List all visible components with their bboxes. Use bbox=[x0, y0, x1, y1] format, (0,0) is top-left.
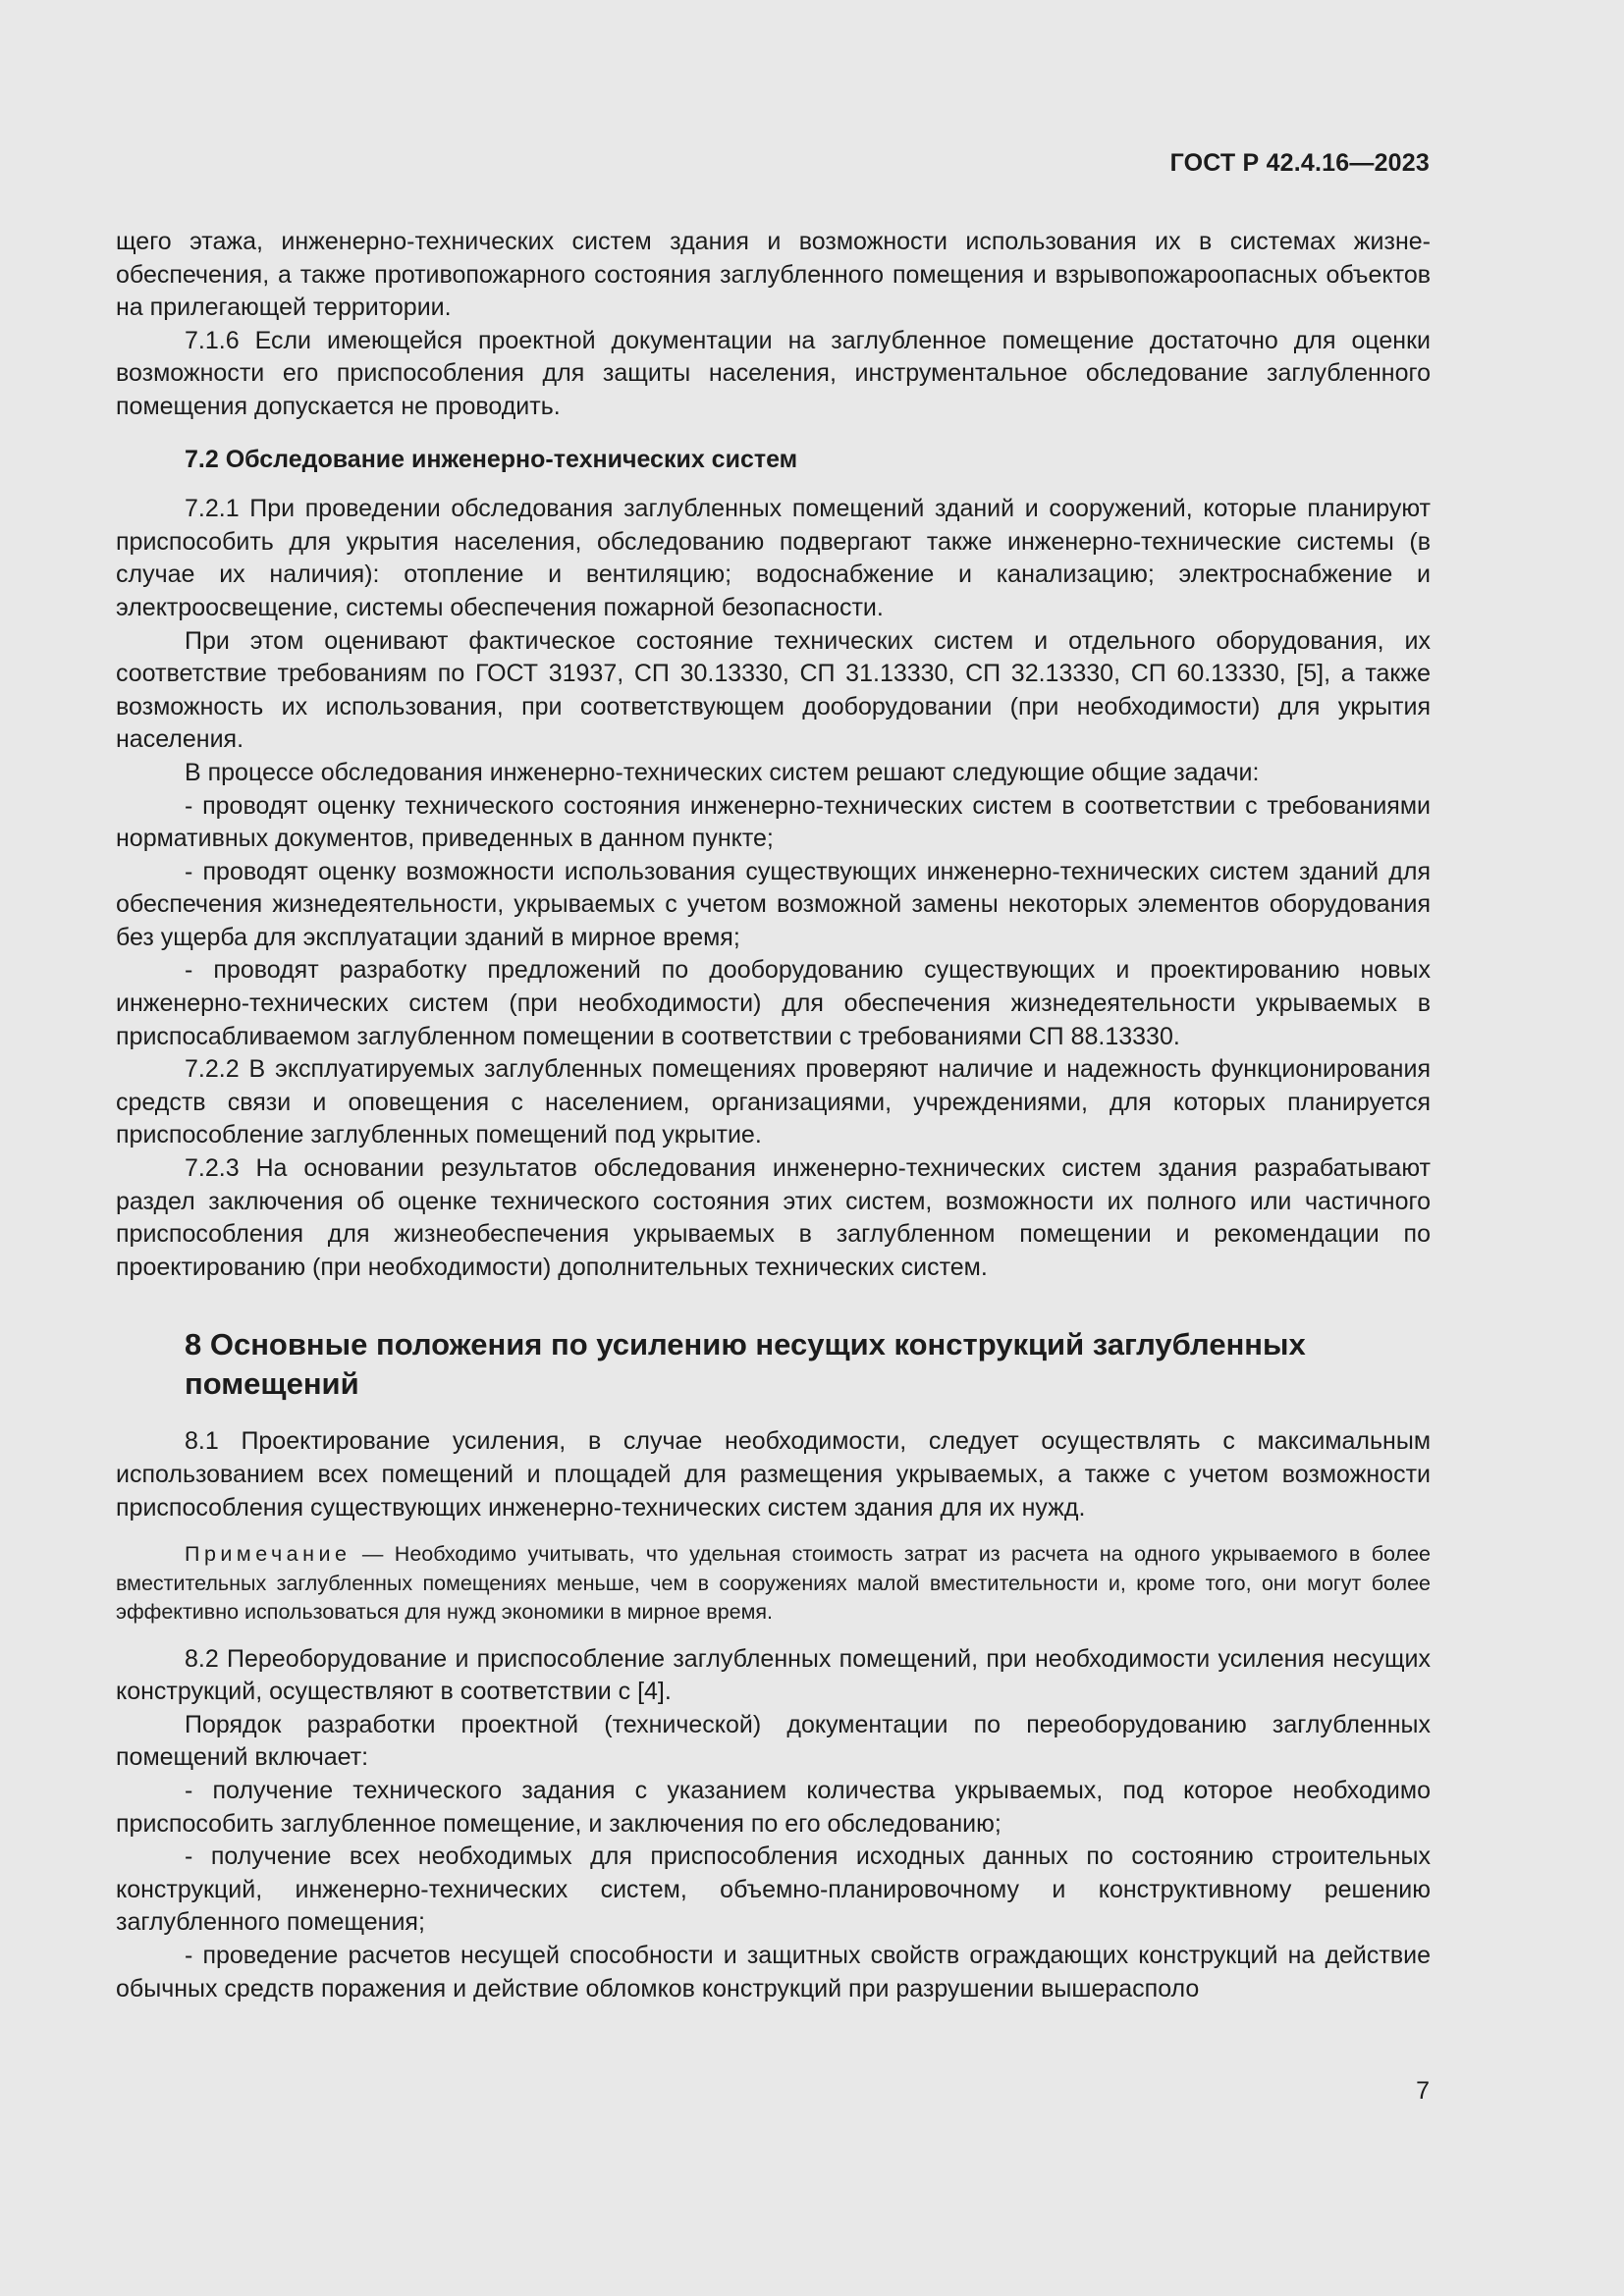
paragraph-7-2-1: 7.2.1 При проведении обследования заглубленных помещений зданий и сооружений, которые планируют приспособить для укрытия населения, обследованию подвергают также инженерно-технические системы (в случае их наличия): отопление и вентиляцию; водоснабжение и канализацию; электроснабжение и электроосвещение, системы обеспечения пожарной безопасности. bbox=[116, 495, 1431, 621]
list-item: - проведение расчетов несущей способности и защитных свойств ограждающих конструкций на действие обычных средств поражения и действие обломков конструкций при разрушении вышерасполо bbox=[116, 1942, 1431, 2002]
note bbox=[116, 1540, 1431, 1628]
chapter-heading-8: 8 Основные положения по усилению несущих конструкций заглубленных помещений bbox=[185, 1327, 1306, 1402]
paragraph: Порядок разработки проектной (технической) документации по переоборудованию заглубленных помещений включает: bbox=[116, 1710, 1431, 1772]
section-heading-7-2: 7.2 Обследование инженерно-технических систем bbox=[185, 445, 798, 473]
list-item: - получение всех необходимых для приспособления исходных данных по состоянию строительных конструкций, инженерно-технических систем, объемно-планировочному и конструктивному решению заглубленного помещения; bbox=[116, 1842, 1431, 1937]
paragraph: В процессе обследования инженерно-технических систем решают следующие общие задачи: bbox=[185, 758, 1260, 786]
paragraph-8-1: 8.1 Проектирование усиления, в случае необходимости, следует осуществлять с максимальным использованием всех помещений и площадей для размещения укрываемых, а также с учетом возможности приспособления существующих инженерно-технических систем здания для их нужд. bbox=[116, 1427, 1431, 1522]
paragraph: щего этажа, инженерно-технических систем здания и возможности использования их в системах жизнеобеспечения, а также противопожарного состояния заглубленного помещения и взрывопожароопасных объектов на прилегающей территории. bbox=[116, 228, 1431, 322]
document-header: ГОСТ Р 42.4.16—2023 bbox=[1169, 149, 1430, 177]
document-body bbox=[116, 226, 1431, 2005]
note-label: Примечание bbox=[185, 1542, 352, 1567]
list-item: - проводят оценку возможности использования существующих инженерно-технических систем зданий для обеспечения жизнедеятельности, укрываемых с учетом возможной замены некоторых элементов оборудования без ущерба для эксплуатации зданий в мирное время; bbox=[116, 857, 1431, 951]
paragraph: При этом оценивают фактическое состояние технических систем и отдельного оборудования, их соответствие требованиям по ГОСТ 31937, СП 30.13330, СП 31.13330, СП 32.13330, СП 60.13330, [5], а также возможность их использования, при соответствующем дооборудовании (при необходимости) для укрытия населения. bbox=[116, 626, 1431, 754]
note-text: — Необходимо учитывать, что удельная стоимость затрат из расчета на одного укрываемого в более вместительных заглубленных помещениях меньше, чем в сооружениях малой вместительности и, кроме того, они могут более эффективно использоваться для нужд экономики в мирное время. bbox=[116, 1542, 1431, 1625]
list-item: - получение технического задания с указанием количества укрываемых, под которое необходимо приспособить заглубленное помещение, и заключения по его обследованию; bbox=[116, 1777, 1431, 1838]
list-item: - проводят оценку технического состояния инженерно-технических систем в соответствии с требованиями нормативных документов, приведенных в данном пункте; bbox=[116, 791, 1431, 853]
list-item: - проводят разработку предложений по дооборудованию существующих и проектированию новых инженерно-технических систем (при необходимости) для обеспечения жизнедеятельности укрываемых в приспосабливаемом заглубленном помещении в соответствии с требованиями СП 88.13330. bbox=[116, 956, 1431, 1050]
paragraph-7-2-2: 7.2.2 В эксплуатируемых заглубленных помещениях проверяют наличие и надежность функционирования средств связи и оповещения с населением, организациями, учреждениями, для которых планируется приспособление заглубленных помещений под укрытие. bbox=[116, 1055, 1431, 1149]
paragraph-7-1-6: 7.1.6 Если имеющейся проектной документации на заглубленное помещение достаточно для оценки возможности его приспособления для защиты населения, инструментальное обследование заглубленного помещения допускается не проводить. bbox=[116, 326, 1431, 420]
paragraph-8-2: 8.2 Переоборудование и приспособление заглубленных помещений, при необходимости усиления несущих конструкций, осуществляют в соответствии с [4]. bbox=[116, 1644, 1431, 1706]
page-number: 7 bbox=[1416, 2077, 1430, 2105]
paragraph-7-2-3: 7.2.3 На основании результатов обследования инженерно-технических систем здания разрабатывают раздел заключения об оценке технического состояния этих систем, возможности их полного или частичного приспособления для жизнеобеспечения укрываемых в заглубленном помещении и рекомендации по проектированию (при необходимости) дополнительных технических систем. bbox=[116, 1154, 1431, 1281]
